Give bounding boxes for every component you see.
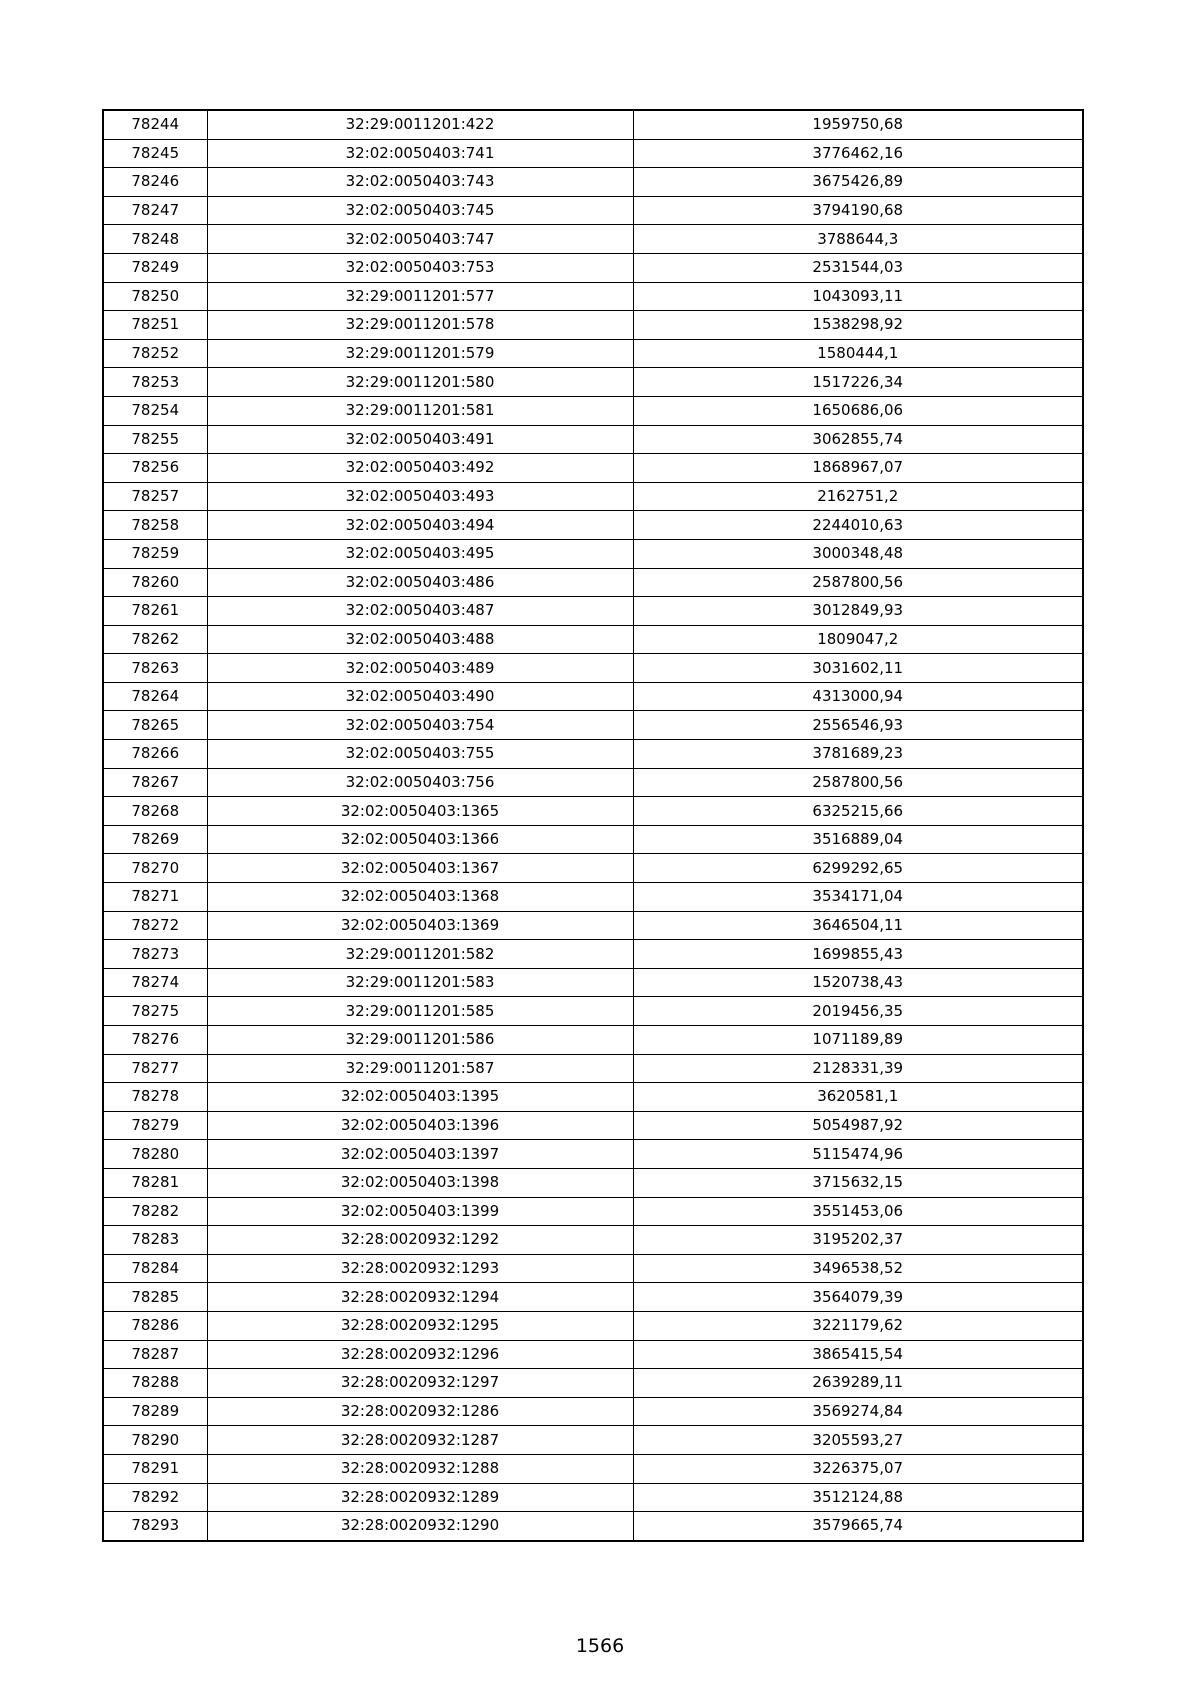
cadastral-number-cell: 32:28:0020932:1286 xyxy=(207,1397,633,1426)
cadastral-value-cell: 3715632,15 xyxy=(633,1168,1083,1197)
cadastral-number-cell: 32:02:0050403:486 xyxy=(207,568,633,597)
cadastral-value-cell: 3012849,93 xyxy=(633,597,1083,626)
cadastral-value-cell: 3512124,88 xyxy=(633,1483,1083,1512)
cadastral-value-cell: 3569274,84 xyxy=(633,1397,1083,1426)
table-row xyxy=(103,1340,1083,1369)
row-number-cell: 78248 xyxy=(103,225,207,254)
table-row xyxy=(103,997,1083,1026)
table-row xyxy=(103,797,1083,826)
table-row xyxy=(103,1168,1083,1197)
cadastral-value-cell: 3794190,68 xyxy=(633,196,1083,225)
cadastral-number-cell: 32:29:0011201:580 xyxy=(207,368,633,397)
cadastral-value-cell: 2587800,56 xyxy=(633,768,1083,797)
table-row xyxy=(103,597,1083,626)
table-row xyxy=(103,539,1083,568)
table-row xyxy=(103,740,1083,769)
table-row xyxy=(103,1054,1083,1083)
row-number-cell: 78262 xyxy=(103,625,207,654)
row-number-cell: 78276 xyxy=(103,1026,207,1055)
cadastral-value-cell: 1538298,92 xyxy=(633,311,1083,340)
row-number-cell: 78266 xyxy=(103,740,207,769)
cadastral-value-cell: 2556546,93 xyxy=(633,711,1083,740)
table-row xyxy=(103,368,1083,397)
cadastral-number-cell: 32:02:0050403:1396 xyxy=(207,1111,633,1140)
row-number-cell: 78288 xyxy=(103,1369,207,1398)
row-number-cell: 78292 xyxy=(103,1483,207,1512)
row-number-cell: 78249 xyxy=(103,253,207,282)
table-row xyxy=(103,568,1083,597)
cadastral-number-cell: 32:28:0020932:1287 xyxy=(207,1426,633,1455)
row-number-cell: 78284 xyxy=(103,1254,207,1283)
table-row xyxy=(103,225,1083,254)
row-number-cell: 78283 xyxy=(103,1226,207,1255)
row-number-cell: 78246 xyxy=(103,168,207,197)
table-row xyxy=(103,1111,1083,1140)
cadastral-value-cell: 3788644,3 xyxy=(633,225,1083,254)
cadastral-value-cell: 2587800,56 xyxy=(633,568,1083,597)
cadastral-value-cell: 3205593,27 xyxy=(633,1426,1083,1455)
row-number-cell: 78272 xyxy=(103,911,207,940)
row-number-cell: 78244 xyxy=(103,110,207,139)
table-row xyxy=(103,768,1083,797)
table-row xyxy=(103,168,1083,197)
table-row xyxy=(103,482,1083,511)
row-number-cell: 78265 xyxy=(103,711,207,740)
cadastral-number-cell: 32:02:0050403:1397 xyxy=(207,1140,633,1169)
cadastral-number-cell: 32:02:0050403:743 xyxy=(207,168,633,197)
cadastral-value-cell: 1580444,1 xyxy=(633,339,1083,368)
table-row xyxy=(103,940,1083,969)
table-row xyxy=(103,110,1083,139)
table-row xyxy=(103,339,1083,368)
row-number-cell: 78247 xyxy=(103,196,207,225)
cadastral-number-cell: 32:02:0050403:492 xyxy=(207,454,633,483)
table-row xyxy=(103,1140,1083,1169)
row-number-cell: 78255 xyxy=(103,425,207,454)
cadastral-value-cell: 1043093,11 xyxy=(633,282,1083,311)
cadastral-number-cell: 32:28:0020932:1290 xyxy=(207,1512,633,1541)
cadastral-number-cell: 32:02:0050403:1369 xyxy=(207,911,633,940)
row-number-cell: 78256 xyxy=(103,454,207,483)
table-row xyxy=(103,1197,1083,1226)
table-row xyxy=(103,425,1083,454)
row-number-cell: 78258 xyxy=(103,511,207,540)
cadastral-number-cell: 32:02:0050403:756 xyxy=(207,768,633,797)
cadastral-number-cell: 32:28:0020932:1292 xyxy=(207,1226,633,1255)
cadastral-value-cell: 5115474,96 xyxy=(633,1140,1083,1169)
cadastral-number-cell: 32:02:0050403:488 xyxy=(207,625,633,654)
row-number-cell: 78289 xyxy=(103,1397,207,1426)
table-row xyxy=(103,1483,1083,1512)
cadastral-number-cell: 32:28:0020932:1289 xyxy=(207,1483,633,1512)
row-number-cell: 78290 xyxy=(103,1426,207,1455)
cadastral-value-cell: 6299292,65 xyxy=(633,854,1083,883)
cadastral-number-cell: 32:29:0011201:582 xyxy=(207,940,633,969)
row-number-cell: 78252 xyxy=(103,339,207,368)
cadastral-number-cell: 32:28:0020932:1296 xyxy=(207,1340,633,1369)
cadastral-value-cell: 2639289,11 xyxy=(633,1369,1083,1398)
cadastral-value-cell: 1071189,89 xyxy=(633,1026,1083,1055)
table-row xyxy=(103,454,1083,483)
row-number-cell: 78293 xyxy=(103,1512,207,1541)
table-row xyxy=(103,911,1083,940)
row-number-cell: 78268 xyxy=(103,797,207,826)
row-number-cell: 78251 xyxy=(103,311,207,340)
cadastral-value-cell: 1868967,07 xyxy=(633,454,1083,483)
cadastral-number-cell: 32:29:0011201:578 xyxy=(207,311,633,340)
cadastral-number-cell: 32:28:0020932:1294 xyxy=(207,1283,633,1312)
cadastral-value-cell: 3579665,74 xyxy=(633,1512,1083,1541)
row-number-cell: 78274 xyxy=(103,968,207,997)
table-row xyxy=(103,1311,1083,1340)
cadastral-number-cell: 32:02:0050403:1368 xyxy=(207,883,633,912)
row-number-cell: 78261 xyxy=(103,597,207,626)
cadastral-number-cell: 32:02:0050403:494 xyxy=(207,511,633,540)
row-number-cell: 78254 xyxy=(103,396,207,425)
table-row xyxy=(103,1369,1083,1398)
table-row xyxy=(103,968,1083,997)
cadastral-number-cell: 32:02:0050403:1367 xyxy=(207,854,633,883)
table-row xyxy=(103,1026,1083,1055)
table-row xyxy=(103,1226,1083,1255)
cadastral-value-cell: 3646504,11 xyxy=(633,911,1083,940)
cadastral-value-cell: 3675426,89 xyxy=(633,168,1083,197)
cadastral-number-cell: 32:02:0050403:1365 xyxy=(207,797,633,826)
row-number-cell: 78270 xyxy=(103,854,207,883)
cadastral-number-cell: 32:29:0011201:581 xyxy=(207,396,633,425)
cadastral-value-cell: 3000348,48 xyxy=(633,539,1083,568)
cadastral-value-cell: 3781689,23 xyxy=(633,740,1083,769)
row-number-cell: 78279 xyxy=(103,1111,207,1140)
table-row xyxy=(103,396,1083,425)
table-row xyxy=(103,1512,1083,1541)
table-row xyxy=(103,711,1083,740)
table-row xyxy=(103,1454,1083,1483)
table-row xyxy=(103,282,1083,311)
cadastral-value-cell: 2244010,63 xyxy=(633,511,1083,540)
table-body xyxy=(103,110,1083,1541)
table-row xyxy=(103,625,1083,654)
table-row xyxy=(103,682,1083,711)
cadastral-value-cell: 2531544,03 xyxy=(633,253,1083,282)
table-row xyxy=(103,311,1083,340)
cadastral-number-cell: 32:28:0020932:1293 xyxy=(207,1254,633,1283)
cadastral-number-cell: 32:02:0050403:1395 xyxy=(207,1083,633,1112)
cadastral-number-cell: 32:02:0050403:490 xyxy=(207,682,633,711)
cadastral-value-cell: 3865415,54 xyxy=(633,1340,1083,1369)
cadastral-number-cell: 32:02:0050403:487 xyxy=(207,597,633,626)
table-row xyxy=(103,1397,1083,1426)
cadastral-number-cell: 32:02:0050403:753 xyxy=(207,253,633,282)
cadastral-number-cell: 32:29:0011201:585 xyxy=(207,997,633,1026)
cadastral-number-cell: 32:02:0050403:495 xyxy=(207,539,633,568)
cadastral-number-cell: 32:02:0050403:493 xyxy=(207,482,633,511)
table-row xyxy=(103,196,1083,225)
table-row xyxy=(103,654,1083,683)
table-row xyxy=(103,1426,1083,1455)
row-number-cell: 78277 xyxy=(103,1054,207,1083)
cadastral-value-cell: 3516889,04 xyxy=(633,825,1083,854)
cadastral-number-cell: 32:02:0050403:741 xyxy=(207,139,633,168)
table-row xyxy=(103,883,1083,912)
cadastral-value-cell: 3496538,52 xyxy=(633,1254,1083,1283)
row-number-cell: 78253 xyxy=(103,368,207,397)
cadastral-value-cell: 5054987,92 xyxy=(633,1111,1083,1140)
cadastral-value-table xyxy=(102,109,1084,1542)
row-number-cell: 78287 xyxy=(103,1340,207,1369)
row-number-cell: 78273 xyxy=(103,940,207,969)
table-row xyxy=(103,854,1083,883)
cadastral-value-cell: 3221179,62 xyxy=(633,1311,1083,1340)
row-number-cell: 78257 xyxy=(103,482,207,511)
cadastral-number-cell: 32:02:0050403:747 xyxy=(207,225,633,254)
cadastral-value-cell: 4313000,94 xyxy=(633,682,1083,711)
cadastral-number-cell: 32:29:0011201:587 xyxy=(207,1054,633,1083)
cadastral-value-cell: 1959750,68 xyxy=(633,110,1083,139)
cadastral-value-cell: 2128331,39 xyxy=(633,1054,1083,1083)
cadastral-value-cell: 1699855,43 xyxy=(633,940,1083,969)
table-row xyxy=(103,253,1083,282)
table-row xyxy=(103,511,1083,540)
cadastral-number-cell: 32:02:0050403:491 xyxy=(207,425,633,454)
table-row xyxy=(103,139,1083,168)
cadastral-value-cell: 3534171,04 xyxy=(633,883,1083,912)
row-number-cell: 78259 xyxy=(103,539,207,568)
row-number-cell: 78245 xyxy=(103,139,207,168)
cadastral-value-cell: 6325215,66 xyxy=(633,797,1083,826)
table-row xyxy=(103,1254,1083,1283)
row-number-cell: 78264 xyxy=(103,682,207,711)
row-number-cell: 78285 xyxy=(103,1283,207,1312)
row-number-cell: 78280 xyxy=(103,1140,207,1169)
cadastral-number-cell: 32:28:0020932:1297 xyxy=(207,1369,633,1398)
cadastral-number-cell: 32:28:0020932:1288 xyxy=(207,1454,633,1483)
row-number-cell: 78278 xyxy=(103,1083,207,1112)
table-row xyxy=(103,1283,1083,1312)
cadastral-number-cell: 32:29:0011201:579 xyxy=(207,339,633,368)
page-number: 1566 xyxy=(575,1635,625,1657)
cadastral-value-cell: 3564079,39 xyxy=(633,1283,1083,1312)
cadastral-value-cell: 3195202,37 xyxy=(633,1226,1083,1255)
cadastral-number-cell: 32:02:0050403:754 xyxy=(207,711,633,740)
cadastral-number-cell: 32:02:0050403:1398 xyxy=(207,1168,633,1197)
cadastral-number-cell: 32:02:0050403:489 xyxy=(207,654,633,683)
cadastral-value-cell: 1650686,06 xyxy=(633,396,1083,425)
cadastral-value-cell: 1809047,2 xyxy=(633,625,1083,654)
cadastral-number-cell: 32:28:0020932:1295 xyxy=(207,1311,633,1340)
cadastral-value-cell: 3551453,06 xyxy=(633,1197,1083,1226)
table-row xyxy=(103,825,1083,854)
cadastral-number-cell: 32:02:0050403:1399 xyxy=(207,1197,633,1226)
row-number-cell: 78291 xyxy=(103,1454,207,1483)
cadastral-number-cell: 32:29:0011201:577 xyxy=(207,282,633,311)
cadastral-value-cell: 2019456,35 xyxy=(633,997,1083,1026)
cadastral-value-cell: 1520738,43 xyxy=(633,968,1083,997)
cadastral-value-cell: 3620581,1 xyxy=(633,1083,1083,1112)
cadastral-value-cell: 1517226,34 xyxy=(633,368,1083,397)
row-number-cell: 78260 xyxy=(103,568,207,597)
cadastral-value-cell: 3062855,74 xyxy=(633,425,1083,454)
row-number-cell: 78271 xyxy=(103,883,207,912)
row-number-cell: 78250 xyxy=(103,282,207,311)
cadastral-number-cell: 32:02:0050403:755 xyxy=(207,740,633,769)
cadastral-number-cell: 32:29:0011201:583 xyxy=(207,968,633,997)
row-number-cell: 78286 xyxy=(103,1311,207,1340)
cadastral-number-cell: 32:29:0011201:422 xyxy=(207,110,633,139)
row-number-cell: 78263 xyxy=(103,654,207,683)
row-number-cell: 78269 xyxy=(103,825,207,854)
row-number-cell: 78281 xyxy=(103,1168,207,1197)
cadastral-value-cell: 3031602,11 xyxy=(633,654,1083,683)
row-number-cell: 78267 xyxy=(103,768,207,797)
cadastral-value-cell: 2162751,2 xyxy=(633,482,1083,511)
cadastral-number-cell: 32:29:0011201:586 xyxy=(207,1026,633,1055)
row-number-cell: 78275 xyxy=(103,997,207,1026)
cadastral-value-cell: 3226375,07 xyxy=(633,1454,1083,1483)
cadastral-value-cell: 3776462,16 xyxy=(633,139,1083,168)
cadastral-number-cell: 32:02:0050403:745 xyxy=(207,196,633,225)
row-number-cell: 78282 xyxy=(103,1197,207,1226)
cadastral-number-cell: 32:02:0050403:1366 xyxy=(207,825,633,854)
table-row xyxy=(103,1083,1083,1112)
